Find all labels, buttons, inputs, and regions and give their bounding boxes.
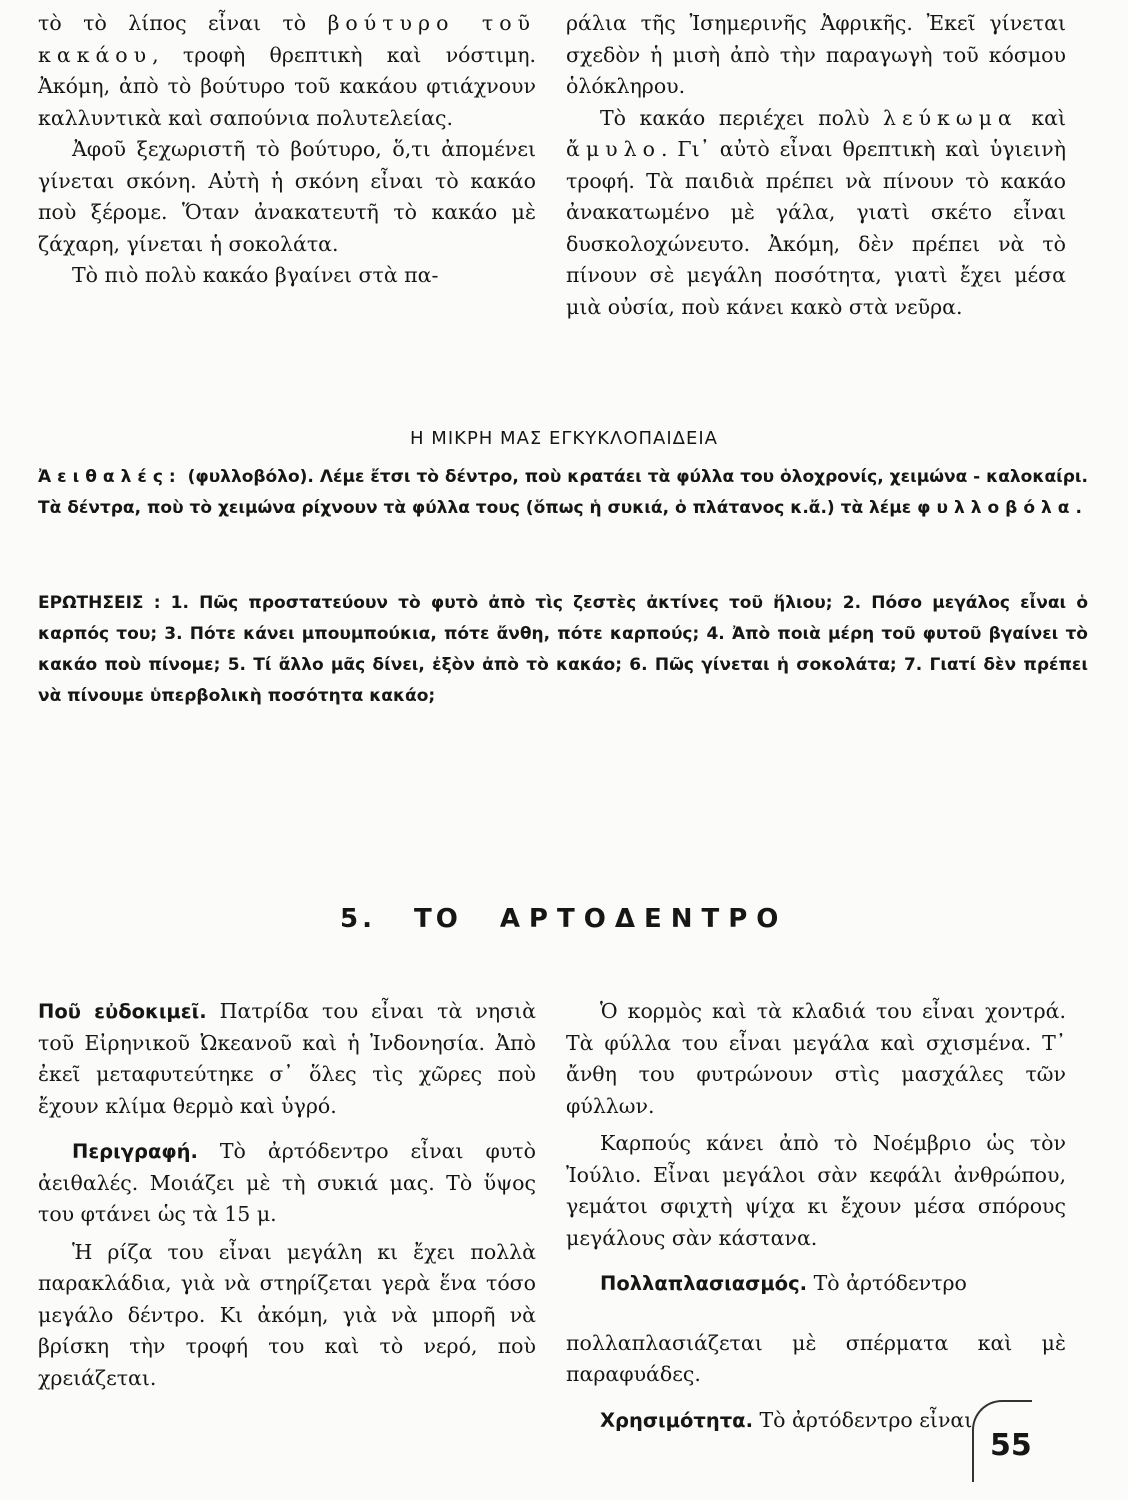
paragraph-propagation: πολλαπλασιάζεται μὲ σπέρματα καὶ μὲ παραφυάδες. <box>566 1330 1066 1386</box>
encyclopedia-title: Η ΜΙΚΡΗ ΜΑΣ ΕΓΚΥΚΛΟΠΑΙΔΕΙΑ <box>410 428 718 449</box>
encyclopedia-term-2: φυλλοβόλα <box>917 498 1076 518</box>
subheading-description: Περιγραφή. <box>72 1140 198 1163</box>
top-right-column <box>566 8 1066 323</box>
paragraph-habitat: Ποῦ εὐδοκιμεῖ. Πατρίδα του εἶναι τὰ νησιὰ τοῦ Εἰρηνικοῦ Ὠκεανοῦ καὶ ἡ Ἰνδονησία. Ἀπὸ ἐκεῖ μεταφυτεύτηκε σ᾿ ὅλες τὶς χῶρες ποὺ ἔχουν κλίμα θερμὸ καὶ ὑγρό. <box>38 999 536 1118</box>
questions-block <box>38 588 1088 712</box>
paragraph-cocoa-powder: Ἀφοῦ ξεχωριστῆ τὸ βούτυρο, ὅ,τι ἀπομένει γίνεται σκόνη. Αὐτὴ ἡ σκόνη εἶναι τὸ κακάο ποὺ ξέρομε. Ὅταν ἀνακατευτῆ τὸ κακάο μὲ ζάχαρη, γίνεται ἡ σοκολάτα. <box>38 137 536 256</box>
paragraph-trunk: Ὁ κορμὸς καὶ τὰ κλαδιά του εἶναι χοντρά. Τὰ φύλλα του εἶναι μεγάλα καὶ σχισμένα. Τ᾿ ἄνθη του φυτρώνουν στὶς μασχάλες τῶν φύλλων. <box>566 999 1066 1118</box>
paragraph-africa: ράλια τῆς Ἰσημερινῆς Ἀφρικῆς. Ἐκεῖ γίνεται σχεδὸν ἡ μισὴ ἀπὸ τὴν παραγωγὴ τοῦ κόσμου ὁλόκληρου. <box>566 11 1066 98</box>
bottom-right-column <box>566 996 1066 1436</box>
top-left-column <box>38 8 536 292</box>
encyclopedia-entry: Ἀειθαλές: (φυλλοβόλο). Λέμε ἔτσι τὸ δέντρο, ποὺ κρατάει τὰ φύλλα του ὁλοχρονίς, χειμώνα - καλοκαίρι. Τὰ δέντρα, ποὺ τὸ χειμώνα ρίχνουν τὰ φύλλα τους (ὅπως ἡ συκιά, ὁ πλάτανος κ.ἄ.) τὰ λέμε φυλλοβόλα. <box>38 467 1088 518</box>
section-title <box>340 904 787 934</box>
paragraph-fruit: Καρπούς κάνει ἀπὸ τὸ Νοέμβριο ὡς τὸν Ἰούλιο. Εἶναι μεγάλοι σὰν κεφάλι ἀνθρώπου, γεμάτοι σφιχτὴ ψίχα κι ἔχουν μέσα σπόρους μεγάλους σὰν κάστανα. <box>566 1131 1066 1250</box>
paragraph-root: Ἡ ρίζα του εἶναι μεγάλη κι ἔχει πολλὰ παρακλάδια, γιὰ νὰ στηρίζεται γερὰ ἕνα τόσο μεγάλο δέντρο. Κι ἀκόμη, γιὰ νὰ μπορῆ νὰ βρίσκη τὴν τροφή του καὶ τὸ νερό, ποὺ χρειάζεται. <box>38 1239 536 1390</box>
section-name: ΑΡΤΟΔΕΝΤΡΟ <box>499 904 788 934</box>
paragraph-cocoa-butter: τὸ τὸ λίπος εἶναι τὸ βούτυρο τοῦ κακάου, τροφὴ θρεπτικὴ καὶ νόστιμη. Ἀκόμη, ἀπὸ τὸ βούτυρο τοῦ κακάου φτιάχνουν καλλυντικὰ καὶ σαπούνια πολυτελείας. <box>38 11 536 130</box>
section-number: 5. <box>340 904 376 934</box>
subheading-habitat: Ποῦ εὐδοκιμεῖ. <box>38 1000 207 1023</box>
bottom-left-column <box>38 996 536 1394</box>
subheading-usefulness: Χρησιμότητα. <box>600 1408 753 1432</box>
spaced-term: βούτυρο τοῦ κακάου <box>38 11 536 67</box>
questions-text: 1. Πῶς προστατεύουν τὸ φυτὸ ἀπὸ τὶς ζεστὲς ἀκτίνες τοῦ ἥλιου; 2. Πόσο μεγάλος εἶναι ὁ καρπός του; 3. Πότε κάνει μπουμπούκια, πότε ἄνθη, πότε καρπούς; 4. Ἀπὸ ποιὰ μέρη τοῦ φυτοῦ βγαίνει τὸ κακάο ποὺ πίνομε; 5. Τί ἄλλο μᾶς δίνει, ἐξὸν ἀπὸ τὸ κακάο; 6. Πῶς γίνεται ἡ σοκολάτα; 7. Γιατί δὲν πρέπει νὰ πίνουμε ὑπερβολικὴ ποσότητα κακάο; <box>38 593 1088 706</box>
paragraph-description: Περιγραφή. Τὸ ἀρτόδεντρο εἶναι φυτὸ ἀειθαλές. Μοιάζει μὲ τὴ συκιά μας. Τὸ ὕψος του φτάνει ὡς τὰ 15 μ. <box>38 1139 536 1226</box>
paragraph-propagation-head: Πολλαπλασιασμός. Τὸ ἀρτόδεντρο <box>600 1271 967 1295</box>
spaced-term: ἄμυλο <box>566 137 661 161</box>
subheading-propagation: Πολλαπλασιασμός. <box>600 1272 808 1295</box>
encyclopedia-term: Ἀειθαλές: <box>38 467 182 487</box>
spaced-term: λεύκωμα <box>882 105 1018 130</box>
paragraph-usefulness: Χρησιμότητα. Τὸ ἀρτόδεντρο εἶναι <box>600 1407 973 1432</box>
questions-label: ΕΡΩΤΗΣΕΙΣ : <box>38 593 161 613</box>
paragraph-cocoa-nutrition: Τὸ κακάο περιέχει πολὺ λεύκωμα καὶ ἄμυλο. Γι᾿ αὐτὸ εἶναι θρεπτικὴ καὶ ὑγιεινὴ τροφή. Τὰ παιδιὰ πρέπει νὰ πίνουν τὸ κακάο ἀνακατωμένο μὲ γάλα, γιατὶ σκέτο εἶναι δυσκολοχώνευτο. Ἀκόμη, δὲν πρέπει νὰ τὸ πίνουν σὲ μεγάλη ποσότητα, γιατὶ ἔχει μέσα μιὰ οὐσία, ποὺ κάνει κακὸ στὰ νεῦρα. <box>566 105 1066 319</box>
paragraph-cocoa-origin: Τὸ πιὸ πολὺ κακάο βγαίνει στὰ πα- <box>72 263 439 287</box>
page-number: 55 <box>990 1428 1032 1463</box>
section-article: ΤΟ <box>413 904 462 934</box>
